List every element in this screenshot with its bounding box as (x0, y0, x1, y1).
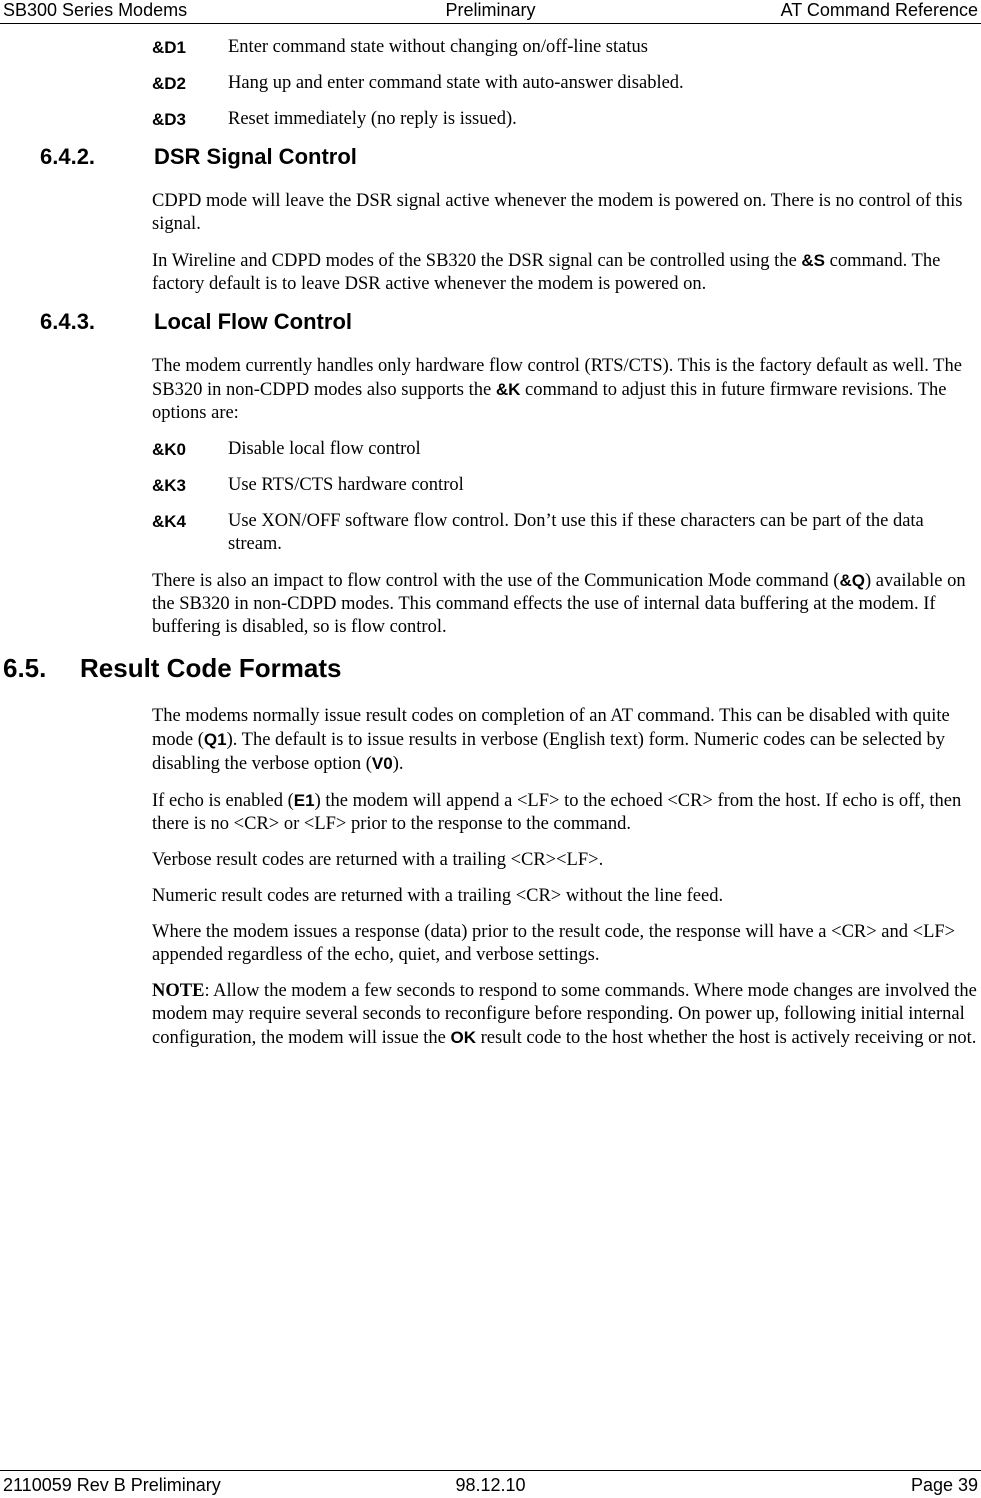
command-description: Disable local flow control (228, 439, 421, 459)
command-code: &K3 (152, 476, 187, 495)
section-heading-6-4-2 (0, 144, 981, 170)
command-description: Use XON/OFF software flow control. Don’t use this if these characters can be part of the data stream. (228, 511, 924, 554)
section-number: 6.5. (3, 653, 47, 683)
header-center: Preliminary (445, 0, 536, 20)
text-run: ). (392, 754, 404, 774)
command-ref: E1 (293, 791, 315, 810)
command-code: &D2 (152, 74, 187, 93)
paragraph: CDPD mode will leave the DSR signal active whenever the modem is powered on. There is no control of this signal. (152, 191, 963, 234)
page-footer (0, 1470, 981, 1498)
paragraph (152, 789, 980, 836)
section-heading-6-5 (0, 653, 981, 683)
footer-left: 2110059 Rev B Preliminary (3, 1475, 221, 1495)
text-run: The modems normally issue result codes on completion of an AT command. This can be disabled with quite mode ( (152, 706, 950, 750)
paragraph (152, 249, 980, 296)
command-row-d1 (152, 36, 980, 59)
section-title: Result Code Formats (80, 653, 342, 683)
text-run: The modem currently handles only hardware flow control (RTS/CTS). This is the factory default as well. The SB320 in non-CDPD modes also supports the (152, 356, 962, 400)
command-description: Use RTS/CTS hardware control (228, 475, 464, 495)
text-run: ). The default is to issue results in verbose (English text) form. Numeric codes can be selected by disabling the verbose option ( (152, 730, 945, 774)
paragraph: Where the modem issues a response (data) prior to the result code, the response will have a <CR> and <LF> appended regardless of the echo, quiet, and verbose settings. (152, 922, 956, 965)
command-code: &K0 (152, 440, 187, 459)
command-code: &D3 (152, 110, 187, 129)
header-left: SB300 Series Modems (3, 0, 188, 20)
text-run: In Wireline and CDPD modes of the SB320 the DSR signal can be controlled using the (152, 251, 802, 271)
command-ref: V0 (371, 754, 393, 773)
section-title: Local Flow Control (154, 309, 352, 334)
header-right: AT Command Reference (780, 0, 978, 20)
command-row-d3 (152, 108, 980, 131)
command-row-d2 (152, 72, 980, 95)
text-run: ) the modem will append a <LF> to the echoed <CR> from the host. If echo is off, then there is no <CR> or <LF> prior to the response to the command. (152, 791, 962, 834)
command-description: Reset immediately (no reply is issued). (228, 109, 517, 129)
command-ref: Q1 (203, 730, 227, 749)
text-run: result code to the host whether the host is actively receiving or not. (476, 1028, 977, 1048)
command-code: &D1 (152, 38, 187, 57)
command-row-k4 (152, 510, 980, 556)
page-content (0, 36, 981, 1063)
command-description: Enter command state without changing on/off-line status (228, 37, 648, 57)
text-run: command. The factory default is to leave DSR active whenever the modem is powered on. (152, 251, 941, 294)
section-number: 6.4.3. (40, 309, 96, 334)
command-ref: &S (801, 251, 826, 270)
paragraph (152, 355, 980, 425)
footer-page-number: Page 39 (910, 1475, 978, 1495)
paragraph (152, 705, 980, 776)
section-title: DSR Signal Control (154, 144, 357, 169)
command-code: &K4 (152, 512, 187, 531)
text-run: command to adjust this in future firmware revisions. The options are: (152, 380, 947, 423)
section-heading-6-4-3 (0, 309, 981, 335)
text-run: ) available on the SB320 in non-CDPD modes. This command effects the use of internal data buffering at the modem. If buffering is disabled, so is flow control. (152, 571, 966, 637)
command-row-k3 (152, 474, 980, 497)
command-ref: OK (450, 1028, 477, 1047)
page-header (0, 0, 981, 24)
footer-center: 98.12.10 (455, 1475, 526, 1495)
note-paragraph (152, 980, 980, 1050)
text-run: If echo is enabled ( (152, 791, 294, 811)
command-ref: &Q (839, 571, 865, 590)
note-label: NOTE (152, 981, 205, 1001)
paragraph (152, 569, 980, 639)
paragraph: Verbose result codes are returned with a trailing <CR><LF>. (152, 850, 604, 870)
command-row-k0 (152, 438, 980, 461)
command-description: Hang up and enter command state with auto-answer disabled. (228, 73, 684, 93)
command-ref: &K (495, 380, 521, 399)
paragraph: Numeric result codes are returned with a trailing <CR> without the line feed. (152, 886, 724, 906)
text-run: There is also an impact to flow control with the use of the Communication Mode command ( (152, 571, 840, 591)
section-number: 6.4.2. (40, 144, 96, 169)
text-run: : Allow the modem a few seconds to respond to some commands. Where mode changes are involved the modem may require several seconds to reconfigure before responding. On power up, following initial internal configuration, the modem will issue the (152, 981, 977, 1048)
